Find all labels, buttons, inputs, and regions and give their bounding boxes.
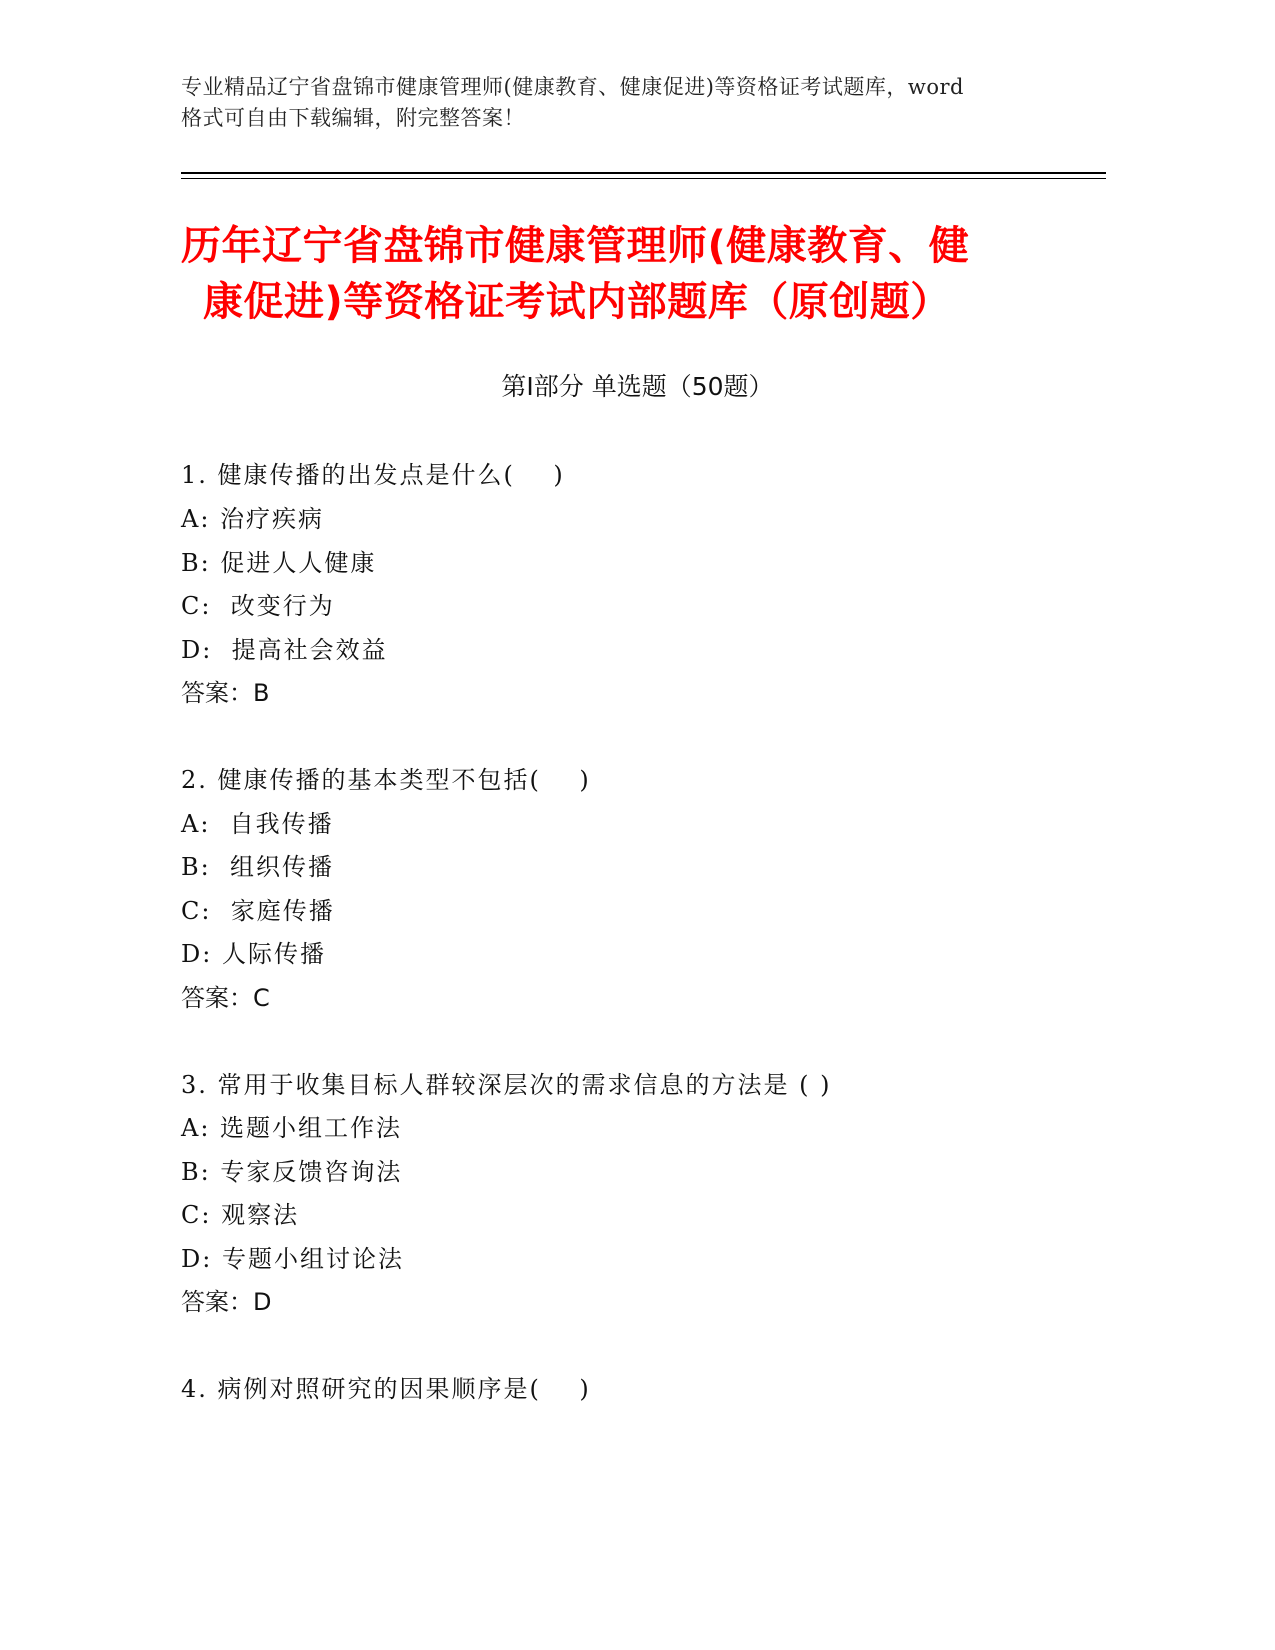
question-3-stem: 3. 常用于收集目标人群较深层次的需求信息的方法是 ( )	[181, 1071, 832, 1099]
question-3-option-b: B: 专家反馈咨询法	[181, 1158, 403, 1186]
question-3-option-d: D: 专题小组讨论法	[181, 1245, 404, 1273]
document-title	[181, 218, 1061, 330]
header-rule-thick	[181, 172, 1106, 174]
question-1-stem: 1. 健康传播的出发点是什么( )	[181, 461, 565, 489]
section-title: 第Ⅰ部分 单选题（50题）	[501, 372, 774, 401]
question-1-option-c: C: 改变行为	[181, 592, 335, 620]
header-note	[181, 72, 1061, 134]
question-3-option-a: A: 选题小组工作法	[181, 1114, 403, 1142]
question-1-answer: 答案：B	[181, 679, 270, 707]
document-title-line-2: 康促进)等资格证考试内部题库（原创题）	[203, 279, 951, 325]
question-1-option-a: A: 治疗疾病	[181, 505, 325, 533]
question-3-option-c: C: 观察法	[181, 1201, 300, 1229]
header-rule-thin	[181, 178, 1106, 179]
question-2-answer: 答案：C	[181, 984, 270, 1012]
question-2-option-d: D: 人际传播	[181, 940, 326, 968]
question-2-stem: 2. 健康传播的基本类型不包括( )	[181, 766, 591, 794]
question-2-option-b: B: 组织传播	[181, 853, 334, 881]
header-note-line-1: 专业精品辽宁省盘锦市健康管理师(健康教育、健康促进)等资格证考试题库，word	[181, 75, 964, 99]
header-note-line-2: 格式可自由下载编辑，附完整答案！	[181, 106, 525, 130]
question-2-option-c: C: 家庭传播	[181, 897, 335, 925]
document-title-line-1: 历年辽宁省盘锦市健康管理师(健康教育、健	[181, 223, 970, 269]
question-4-stem: 4. 病例对照研究的因果顺序是( )	[181, 1375, 591, 1403]
question-2-option-a: A: 自我传播	[181, 810, 334, 838]
question-1-option-b: B: 促进人人健康	[181, 549, 377, 577]
question-3-answer: 答案：D	[181, 1288, 272, 1316]
question-1-option-d: D: 提高社会效益	[181, 636, 388, 664]
